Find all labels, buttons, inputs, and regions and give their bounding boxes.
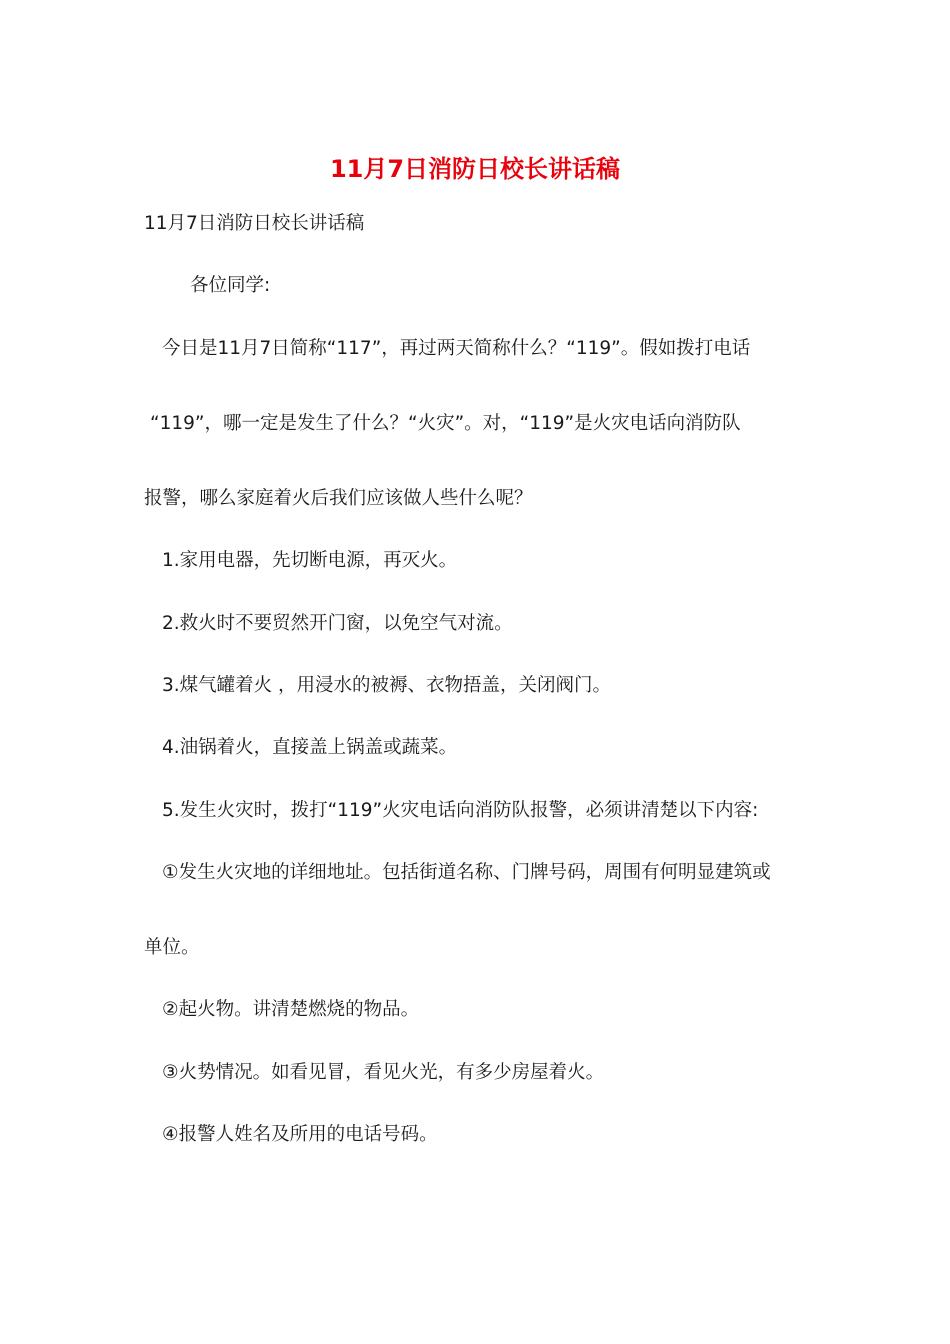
intro-line-3: 报警，哪么家庭着火后我们应该做人些什么呢？: [144, 488, 533, 509]
detail-item-4: ④报警人姓名及所用的电话号码。: [162, 1124, 438, 1145]
document-subtitle: 11月7日消防日校长讲话稿: [144, 213, 365, 234]
intro-line-2: “119”，哪一定是发生了什么？“火灾”。对，“119”是火灾电话向消防队: [150, 413, 741, 434]
list-item-4: 4.油锅着火，直接盖上锅盖或蔬菜。: [162, 737, 458, 758]
list-item-1: 1.家用电器，先切断电源，再灭火。: [162, 550, 458, 571]
document-title: 11月7日消防日校长讲话稿: [329, 155, 621, 183]
detail-item-1: ①发生火灾地的详细地址。包括街道名称、门牌号码，周围有何明显建筑或: [162, 862, 771, 883]
detail-item-1-continued: 单位。: [144, 937, 200, 958]
list-item-3: 3.煤气罐着火 ，用浸水的被褥、衣物捂盖，关闭阀门。: [162, 675, 612, 696]
detail-item-3: ③火势情况。如看见冒，看见火光，有多少房屋着火。: [162, 1062, 605, 1083]
intro-line-1: 今日是11月7日简称“117”，再过两天简称什么？“119”。假如拨打电话: [162, 338, 751, 359]
detail-item-2: ②起火物。讲清楚燃烧的物品。: [162, 999, 420, 1020]
greeting: 各位同学:: [190, 275, 271, 296]
list-item-5: 5.发生火灾时，拨打“119”火灾电话向消防队报警，必须讲清楚以下内容:: [162, 800, 759, 821]
list-item-2: 2.救火时不要贸然开门窗，以免空气对流。: [162, 613, 513, 634]
